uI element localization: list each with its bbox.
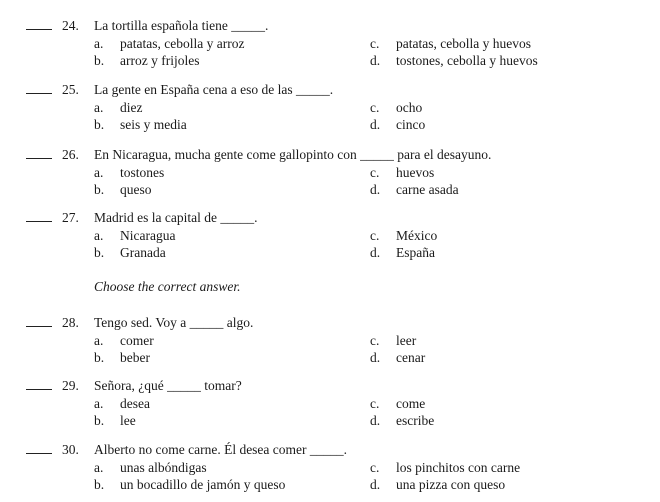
option-a[interactable] — [94, 165, 164, 181]
option-d[interactable] — [370, 413, 434, 429]
option-text: tostones — [120, 165, 165, 180]
answer-blank[interactable] — [26, 378, 52, 390]
question-stem: Alberto no come carne. Él desea comer _____. — [94, 442, 348, 457]
option-a[interactable] — [94, 100, 143, 116]
option-text: comer — [120, 333, 154, 348]
answer-blank[interactable] — [26, 18, 52, 30]
option-letter: c. — [370, 396, 380, 411]
option-c[interactable] — [370, 36, 531, 52]
question-stem: La tortilla española tiene _____. — [94, 18, 269, 33]
option-letter: b. — [94, 477, 105, 492]
answer-blank[interactable] — [26, 442, 52, 454]
question-number: 24. — [62, 18, 79, 33]
option-text: una pizza con queso — [396, 477, 506, 492]
option-letter: d. — [370, 413, 381, 428]
option-letter: a. — [94, 228, 104, 243]
option-a[interactable] — [94, 36, 244, 52]
option-c[interactable] — [370, 333, 416, 349]
option-b[interactable] — [94, 350, 150, 366]
option-a[interactable] — [94, 460, 207, 476]
option-letter: c. — [370, 165, 380, 180]
option-letter: b. — [94, 413, 105, 428]
question-number: 30. — [62, 442, 79, 457]
option-text: patatas, cebolla y huevos — [396, 36, 531, 51]
option-text: Granada — [120, 245, 166, 260]
option-text: diez — [120, 100, 143, 115]
option-b[interactable] — [94, 477, 285, 493]
option-b[interactable] — [94, 53, 199, 69]
option-letter: b. — [94, 350, 105, 365]
question-stem: Madrid es la capital de _____. — [94, 210, 258, 225]
option-letter: d. — [370, 182, 381, 197]
question-stem: Señora, ¿qué _____ tomar? — [94, 378, 242, 393]
option-d[interactable] — [370, 117, 425, 133]
option-letter: a. — [94, 100, 104, 115]
section-instruction: Choose the correct answer. — [94, 279, 241, 294]
option-c[interactable] — [370, 396, 425, 412]
option-d[interactable] — [370, 245, 435, 261]
question-stem: En Nicaragua, mucha gente come gallopinto con _____ para el desayuno. — [94, 147, 492, 162]
option-letter: c. — [370, 460, 380, 475]
option-letter: d. — [370, 477, 381, 492]
option-letter: c. — [370, 36, 380, 51]
option-c[interactable] — [370, 228, 437, 244]
question-number: 25. — [62, 82, 79, 97]
option-c[interactable] — [370, 100, 422, 116]
option-b[interactable] — [94, 182, 152, 198]
question-number: 27. — [62, 210, 79, 225]
option-d[interactable] — [370, 182, 459, 198]
option-text: un bocadillo de jamón y queso — [120, 477, 286, 492]
answer-blank[interactable] — [26, 315, 52, 327]
question-number: 28. — [62, 315, 79, 330]
option-b[interactable] — [94, 413, 136, 429]
option-letter: d. — [370, 117, 381, 132]
option-text: beber — [120, 350, 150, 365]
option-text: arroz y frijoles — [120, 53, 200, 68]
option-a[interactable] — [94, 228, 175, 244]
option-letter: a. — [94, 460, 104, 475]
option-letter: b. — [94, 117, 105, 132]
option-text: los pinchitos con carne — [396, 460, 521, 475]
question-number: 26. — [62, 147, 79, 162]
option-a[interactable] — [94, 333, 154, 349]
question-stem: Tengo sed. Voy a _____ algo. — [94, 315, 254, 330]
option-c[interactable] — [370, 165, 434, 181]
option-letter: b. — [94, 53, 105, 68]
option-text: unas albóndigas — [120, 460, 207, 475]
option-letter: a. — [94, 165, 104, 180]
option-text: seis y media — [120, 117, 187, 132]
option-text: come — [396, 396, 426, 411]
question-number: 29. — [62, 378, 79, 393]
option-letter: a. — [94, 333, 104, 348]
option-letter: d. — [370, 245, 381, 260]
option-d[interactable] — [370, 53, 538, 69]
answer-blank[interactable] — [26, 210, 52, 222]
option-letter: d. — [370, 53, 381, 68]
answer-blank[interactable] — [26, 147, 52, 159]
option-text: queso — [120, 182, 152, 197]
option-text: cinco — [396, 117, 426, 132]
option-text: México — [396, 228, 438, 243]
question-stem: La gente en España cena a eso de las _____. — [94, 82, 334, 97]
option-letter: a. — [94, 396, 104, 411]
option-letter: c. — [370, 333, 380, 348]
option-text: desea — [120, 396, 150, 411]
option-letter: b. — [94, 245, 105, 260]
option-text: patatas, cebolla y arroz — [120, 36, 245, 51]
option-text: lee — [120, 413, 136, 428]
option-text: tostones, cebolla y huevos — [396, 53, 538, 68]
option-c[interactable] — [370, 460, 520, 476]
option-letter: c. — [370, 228, 380, 243]
option-letter: b. — [94, 182, 105, 197]
option-text: cenar — [396, 350, 426, 365]
option-letter: c. — [370, 100, 380, 115]
option-d[interactable] — [370, 477, 505, 493]
option-b[interactable] — [94, 245, 166, 261]
option-a[interactable] — [94, 396, 150, 412]
option-letter: a. — [94, 36, 104, 51]
option-b[interactable] — [94, 117, 187, 133]
option-text: carne asada — [396, 182, 459, 197]
option-text: Nicaragua — [120, 228, 176, 243]
option-letter: d. — [370, 350, 381, 365]
option-text: leer — [396, 333, 417, 348]
option-text: España — [396, 245, 435, 260]
answer-blank[interactable] — [26, 82, 52, 94]
option-text: ocho — [396, 100, 423, 115]
option-d[interactable] — [370, 350, 425, 366]
option-text: huevos — [396, 165, 435, 180]
option-text: escribe — [396, 413, 435, 428]
